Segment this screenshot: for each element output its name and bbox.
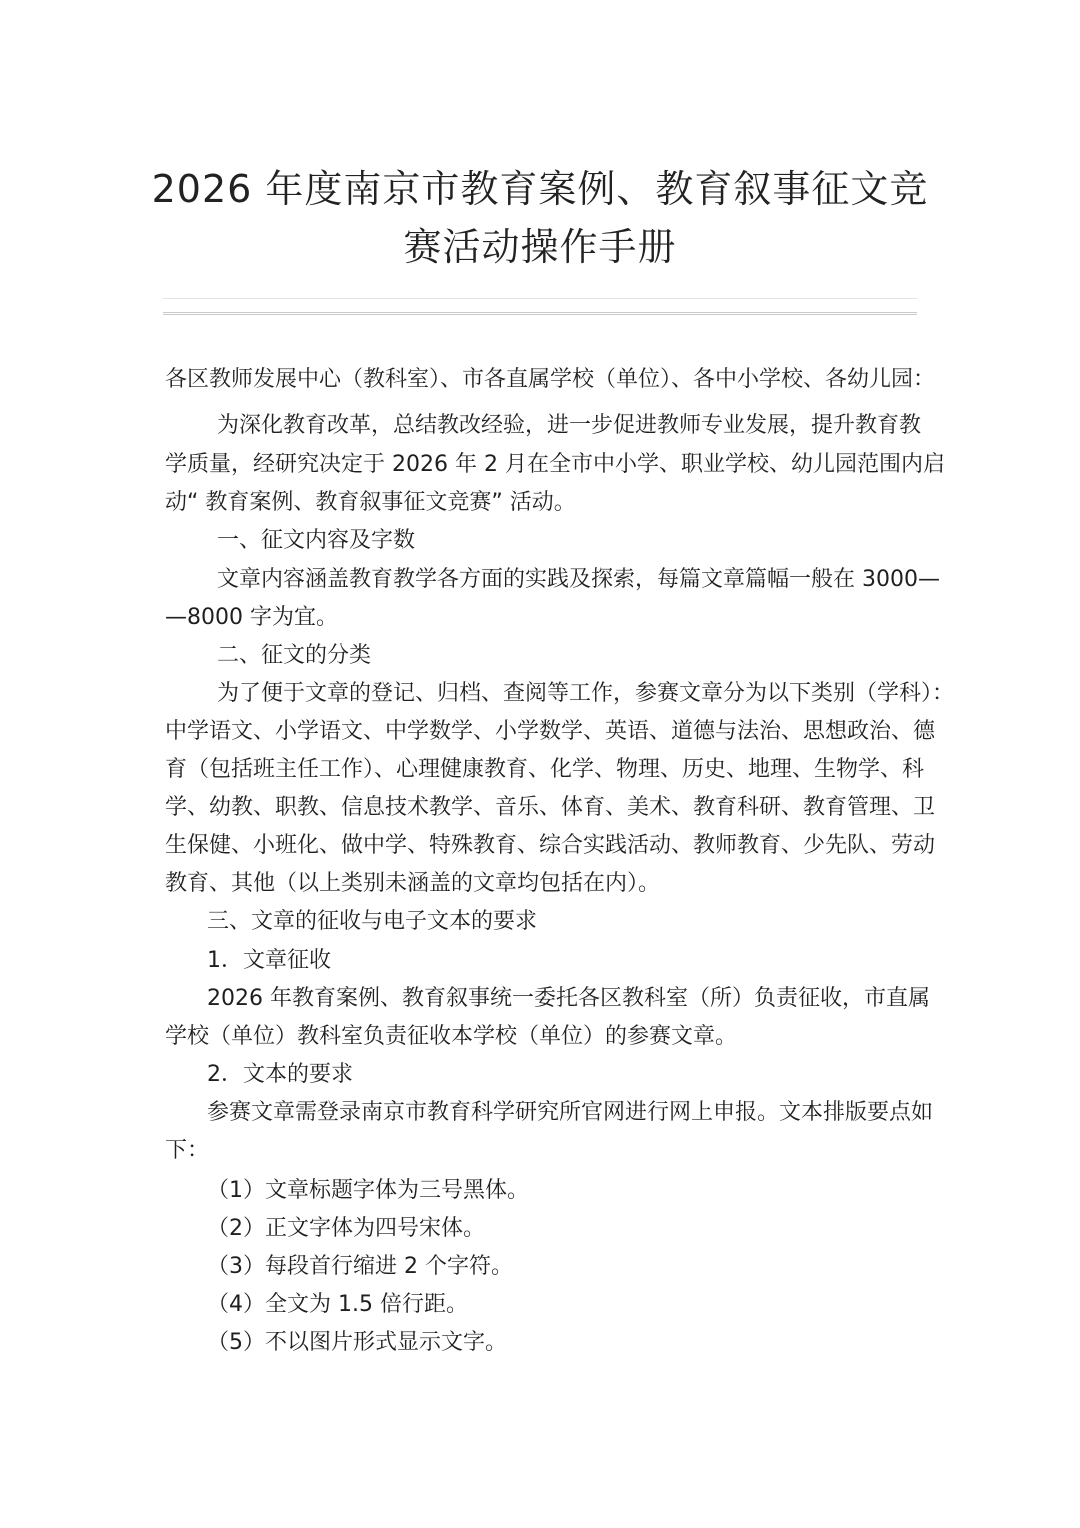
title-line-2: 赛活动操作手册 <box>403 225 677 269</box>
subsection-2-line-2: 下： <box>165 1138 210 1163</box>
requirement-4: （4）全文为 1.5 倍行距。 <box>207 1292 468 1317</box>
section-2-line-1: 为了便于文章的登记、归档、查阅等工作，参赛文章分为以下类别（学科）： <box>217 681 955 706</box>
title-line-1: 2026 年度南京市教育案例、教育叙事征文竞 <box>151 167 929 211</box>
title-divider-thin <box>163 298 917 299</box>
subsection-1-heading: 1．文章征收 <box>207 948 331 973</box>
section-2-line-4: 学、幼教、职教、信息技术教学、音乐、体育、美术、教育科研、教育管理、卫 <box>165 795 936 820</box>
section-2-line-3: 育（包括班主任工作）、心理健康教育、化学、物理、历史、地理、生物学、科 <box>165 757 925 782</box>
section-2-heading: 二、征文的分类 <box>217 643 372 668</box>
requirement-2: （2）正文字体为四号宋体。 <box>207 1216 485 1241</box>
subsection-2-heading: 2．文本的要求 <box>207 1062 353 1087</box>
section-2-line-5: 生保健、小班化、做中学、特殊教育、综合实践活动、教师教育、少先队、劳动 <box>165 833 936 858</box>
section-1-line-2: —8000 字为宜。 <box>165 605 338 630</box>
subsection-1-line-1: 2026 年教育案例、教育叙事统一委托各区教科室（所）负责征收，市直属 <box>207 986 930 1011</box>
salutation: 各区教师发展中心（教科室）、市各直属学校（单位）、各中小学校、各幼儿园： <box>165 367 936 392</box>
requirement-5: （5）不以图片形式显示文字。 <box>207 1330 507 1355</box>
intro-line-2: 学质量，经研究决定于 2026 年 2 月在全市中小学、职业学校、幼儿园范围内启 <box>165 452 945 477</box>
title-divider-double <box>163 312 917 317</box>
section-1-line-1: 文章内容涵盖教育教学各方面的实践及探索，每篇文章篇幅一般在 3000— <box>217 567 940 592</box>
requirement-1: （1）文章标题字体为三号黑体。 <box>207 1178 529 1203</box>
requirement-3: （3）每段首行缩进 2 个字符。 <box>207 1254 513 1279</box>
section-1-heading: 一、征文内容及字数 <box>217 528 416 553</box>
section-3-heading: 三、文章的征收与电子文本的要求 <box>207 909 538 934</box>
section-2-line-6: 教育、其他（以上类别未涵盖的文章均包括在内）。 <box>165 871 661 896</box>
document-title <box>140 160 940 276</box>
subsection-2-line-1: 参赛文章需登录南京市教育科学研究所官网进行网上申报。文本排版要点如 <box>207 1100 934 1125</box>
subsection-1-line-2: 学校（单位）教科室负责征收本学校（单位）的参赛文章。 <box>165 1024 738 1049</box>
section-2-line-2: 中学语文、小学语文、中学数学、小学数学、英语、道德与法治、思想政治、德 <box>165 719 936 744</box>
intro-line-1: 为深化教育改革，总结教改经验，进一步促进教师专业发展，提升教育教 <box>217 413 922 438</box>
intro-line-3: 动“ 教育案例、教育叙事征文竞赛” 活动。 <box>165 490 576 515</box>
